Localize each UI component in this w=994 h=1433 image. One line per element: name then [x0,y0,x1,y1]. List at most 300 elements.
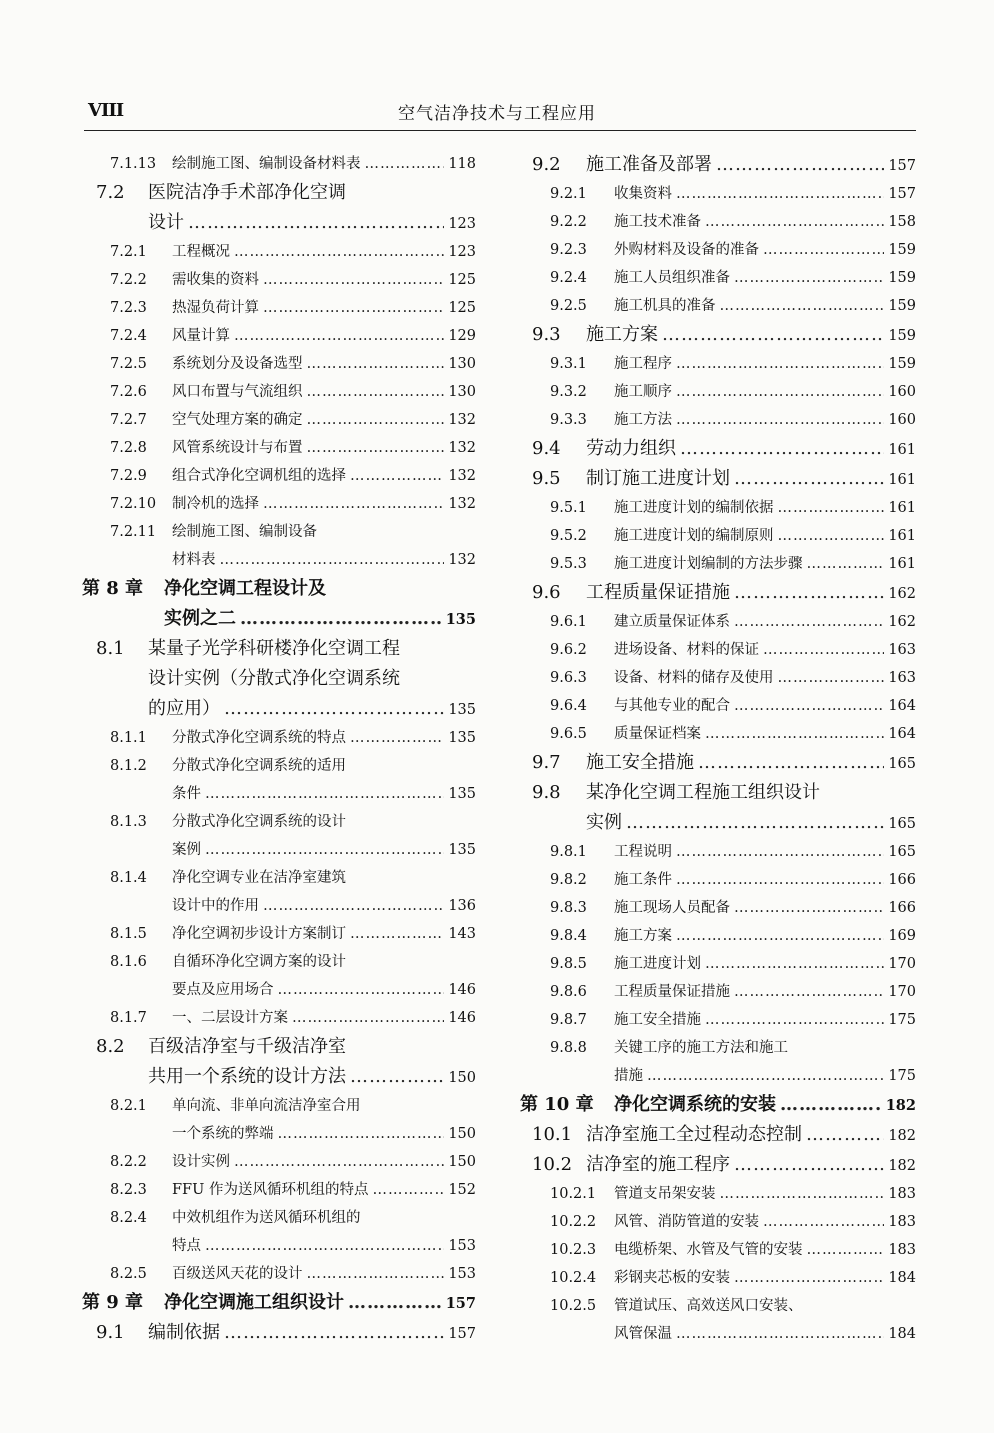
toc-subsection-entry [82,1120,476,1148]
toc-entry-number: 7.2.6 [110,384,147,400]
toc-subsection-entry [82,238,476,266]
toc-page-number: 159 [888,356,916,372]
toc-entry-number: 9.6 [532,582,561,603]
toc-leader-dots [662,320,884,350]
toc-entry-number: 9.2.3 [550,242,587,258]
toc-entry-title: 施工安全措施 [614,1012,701,1028]
toc-leader-dots [676,838,884,866]
toc-page-number: 135 [448,842,476,858]
toc-entry-number: 10.2.4 [550,1270,597,1286]
toc-subsection-entry [82,518,476,546]
toc-entry-title: 风量计算 [172,328,230,344]
toc-entry-title: 与其他专业的配合 [614,698,730,714]
toc-leader-dots [807,550,885,578]
toc-entry-title: 单向流、非单向流洁净室合用 [172,1098,361,1114]
toc-leader-dots [224,1318,444,1348]
toc-page-number: 162 [888,614,916,630]
toc-entry-title: 收集资料 [614,186,672,202]
toc-entry-title: 净化空调初步设计方案制订 [172,926,346,942]
toc-leader-dots [350,724,444,752]
toc-subsection-entry [82,378,476,406]
toc-entry-number: 10.2.3 [550,1242,597,1258]
toc-entry-number: 9.6.3 [550,670,587,686]
toc-entry-title: 系统划分及设备选型 [172,356,303,372]
toc-subsection-entry [82,864,476,892]
toc-leader-dots [705,1006,884,1034]
toc-entry-number: 7.2 [96,182,125,203]
toc-page-number: 170 [888,956,916,972]
toc-entry-title: 设备、材料的储存及使用 [614,670,774,686]
toc-leader-dots [307,350,445,378]
toc-entry-number: 9.8.8 [550,1040,587,1056]
toc-page-number: 143 [448,926,476,942]
toc-chapter-entry [520,1090,916,1120]
toc-subsection-entry [520,950,916,978]
toc-entry-number: 8.1.6 [110,954,147,970]
toc-chapter-entry [82,574,476,604]
toc-entry-number: 8.1.1 [110,730,147,746]
toc-leader-dots [234,1148,444,1176]
toc-leader-dots [348,1288,442,1318]
toc-page-number: 130 [448,356,476,372]
toc-leader-dots [705,208,884,236]
toc-entry-number: 9.8.3 [550,900,587,916]
toc-entry-title: 设计 [148,212,184,233]
toc-entry-number: 8.1.7 [110,1010,147,1026]
toc-leader-dots [780,1090,882,1120]
toc-section-entry [82,1062,476,1092]
toc-entry-title: 施工进度计划的编制原则 [614,528,774,544]
toc-page-number: 183 [888,1242,916,1258]
toc-leader-dots [205,1232,444,1260]
toc-leader-dots [263,490,444,518]
toc-entry-title: 建立质量保证体系 [614,614,730,630]
toc-subsection-entry [520,664,916,692]
toc-entry-title: 洁净室施工全过程动态控制 [586,1124,802,1145]
toc-subsection-entry [520,292,916,320]
toc-entry-number: 9.5.1 [550,500,587,516]
toc-entry-title: 某净化空调工程施工组织设计 [586,782,820,803]
toc-entry-number: 9.6.2 [550,642,587,658]
toc-subsection-entry [520,350,916,378]
toc-subsection-entry [520,720,916,748]
toc-subsection-entry [82,892,476,920]
toc-entry-title: 案例 [172,842,201,858]
toc-subsection-entry [520,264,916,292]
toc-entry-title: 中效机组作为送风循环机组的 [172,1210,361,1226]
toc-section-entry [82,1318,476,1348]
toc-entry-title: 实例 [586,812,622,833]
toc-subsection-entry [520,208,916,236]
toc-subsection-entry [82,1148,476,1176]
toc-entry-number: 8.1.4 [110,870,147,886]
toc-entry-number: 9.6.1 [550,614,587,630]
toc-entry-title: 劳动力组织 [586,438,676,459]
toc-subsection-entry [82,1004,476,1032]
toc-entry-title: 需收集的资料 [172,272,259,288]
toc-subsection-entry [520,494,916,522]
toc-subsection-entry [82,350,476,378]
toc-entry-title: 百级送风天花的设计 [172,1266,303,1282]
toc-subsection-entry [520,522,916,550]
toc-entry-number: 7.2.9 [110,468,147,484]
toc-subsection-entry [520,550,916,578]
toc-page-number: 123 [448,216,476,232]
toc-leader-dots [720,292,885,320]
toc-page-number: 175 [888,1068,916,1084]
toc-page-number: 159 [888,270,916,286]
toc-leader-dots [806,1120,884,1150]
toc-entry-title: 净化空调工程设计及 [164,578,326,599]
toc-entry-title: 要点及应用场合 [172,982,274,998]
toc-page-number: 159 [888,328,916,344]
toc-entry-title: 关键工序的施工方法和施工 [614,1040,788,1056]
toc-leader-dots [676,866,884,894]
toc-leader-dots [220,546,445,574]
toc-section-entry [82,208,476,238]
toc-subsection-entry [82,434,476,462]
toc-leader-dots [365,150,445,178]
toc-entry-title: 医院洁净手术部净化空调 [148,182,346,203]
toc-page-number: 182 [888,1158,916,1174]
toc-entry-number: 9.8.1 [550,844,587,860]
toc-entry-title: 条件 [172,786,201,802]
toc-page-number: 146 [448,1010,476,1026]
toc-page-number: 130 [448,384,476,400]
toc-entry-title: 施工技术准备 [614,214,701,230]
toc-subsection-entry [520,406,916,434]
toc-leader-dots [372,1176,444,1204]
toc-entry-number: 7.2.3 [110,300,147,316]
toc-subsection-entry [520,1292,916,1320]
toc-subsection-entry [520,866,916,894]
toc-entry-title: 管道试压、高效送风口安装、 [614,1298,803,1314]
toc-subsection-entry [520,180,916,208]
toc-entry-title: 绘制施工图、编制设备 [172,524,317,540]
toc-entry-number: 9.1 [96,1322,125,1343]
toc-subsection-entry [520,1062,916,1090]
toc-entry-title: 工程质量保证措施 [586,582,730,603]
toc-entry-number: 9.3.2 [550,384,587,400]
toc-page-number: 150 [448,1154,476,1170]
toc-leader-dots [263,294,444,322]
toc-leader-dots [676,922,884,950]
toc-entry-number: 第 10 章 [520,1094,594,1115]
toc-entry-number: 9.5 [532,468,561,489]
toc-entry-number: 9.5.3 [550,556,587,572]
toc-page-number: 135 [445,611,476,628]
toc-entry-title: 管道支吊架安装 [614,1186,716,1202]
toc-entry-number: 9.2.2 [550,214,587,230]
toc-entry-title: 设计实例 [172,1154,230,1170]
toc-entry-title: FFU 作为送风循环机组的特点 [172,1182,369,1198]
toc-entry-number: 9.2.5 [550,298,587,314]
toc-entry-number: 8.2 [96,1036,125,1057]
toc-subsection-entry [520,692,916,720]
toc-section-entry [82,1032,476,1062]
toc-subsection-entry [82,724,476,752]
toc-subsection-entry [82,546,476,574]
toc-page-number: 146 [448,982,476,998]
toc-subsection-entry [82,1176,476,1204]
toc-entry-number: 7.2.10 [110,496,157,512]
toc-right-column [520,150,916,1348]
toc-entry-title: 洁净室的施工程序 [586,1154,730,1175]
toc-leader-dots [350,920,444,948]
toc-leader-dots [734,464,884,494]
toc-leader-dots [234,238,444,266]
toc-subsection-entry [82,406,476,434]
toc-entry-number: 8.2.2 [110,1154,147,1170]
toc-page-number: 159 [888,298,916,314]
toc-leader-dots [720,1180,885,1208]
toc-subsection-entry [82,976,476,1004]
toc-page-number: 157 [888,186,916,202]
toc-entry-number: 8.1.5 [110,926,147,942]
toc-entry-number: 8.2.5 [110,1266,147,1282]
toc-entry-number: 9.6.5 [550,726,587,742]
toc-leader-dots [705,720,884,748]
toc-entry-title: 绘制施工图、编制设备材料表 [172,156,361,172]
toc-page-number: 135 [448,786,476,802]
running-header-title: 空气洁净技术与工程应用 [398,104,596,124]
toc-entry-number: 9.2.4 [550,270,587,286]
toc-entry-title: 特点 [172,1238,201,1254]
toc-page-number: 161 [888,500,916,516]
toc-subsection-entry [520,922,916,950]
toc-entry-number: 7.2.7 [110,412,147,428]
toc-entry-title: 施工方法 [614,412,672,428]
toc-entry-title: 自循环净化空调方案的设计 [172,954,346,970]
toc-entry-number: 10.2.1 [550,1186,597,1202]
toc-entry-title: 某量子光学科研楼净化空调工程 [148,638,400,659]
toc-chapter-entry [82,1288,476,1318]
toc-entry-number: 9.3 [532,324,561,345]
toc-entry-title: 百级洁净室与千级洁净室 [148,1036,346,1057]
toc-page-number: 162 [888,586,916,602]
toc-entry-title: 分散式净化空调系统的特点 [172,730,346,746]
toc-page-number: 153 [448,1266,476,1282]
toc-leader-dots [680,434,884,464]
toc-entry-title: 风管、消防管道的安装 [614,1214,759,1230]
toc-page-number: 125 [448,300,476,316]
toc-leader-dots [647,1062,884,1090]
toc-subsection-entry [520,608,916,636]
toc-subsection-entry [82,150,476,178]
toc-entry-title: 净化空调系统的安装 [614,1094,776,1115]
toc-subsection-entry [520,1006,916,1034]
toc-leader-dots [205,780,444,808]
toc-leader-dots [734,608,884,636]
toc-subsection-entry [82,462,476,490]
toc-entry-title: 施工准备及部署 [586,154,712,175]
toc-subsection-entry [520,978,916,1006]
toc-entry-title: 材料表 [172,552,216,568]
toc-entry-number: 9.8.7 [550,1012,587,1028]
toc-leader-dots [716,150,884,180]
toc-entry-number: 8.1 [96,638,125,659]
toc-entry-number: 9.8.2 [550,872,587,888]
toc-entry-number: 10.2.5 [550,1298,597,1314]
toc-subsection-entry [520,378,916,406]
toc-entry-title: 施工方案 [614,928,672,944]
toc-entry-number: 9.8.5 [550,956,587,972]
toc-entry-number: 9.6.4 [550,698,587,714]
toc-entry-number: 8.1.2 [110,758,147,774]
toc-subsection-entry [520,1208,916,1236]
toc-page-number: 136 [448,898,476,914]
toc-leader-dots [292,1004,444,1032]
toc-entry-number: 7.2.5 [110,356,147,372]
toc-section-entry [82,664,476,694]
toc-subsection-entry [82,1232,476,1260]
toc-subsection-entry [520,838,916,866]
toc-page-number: 169 [888,928,916,944]
toc-subsection-entry [82,322,476,350]
toc-entry-title: 彩钢夹芯板的安装 [614,1270,730,1286]
toc-subsection-entry [520,1236,916,1264]
toc-page-number: 160 [888,412,916,428]
toc-section-entry [520,1150,916,1180]
toc-entry-title: 施工进度计划 [614,956,701,972]
toc-subsection-entry [82,266,476,294]
toc-entry-title: 施工顺序 [614,384,672,400]
toc-entry-title: 制订施工进度计划 [586,468,730,489]
toc-page-number: 123 [448,244,476,260]
toc-section-entry [520,434,916,464]
toc-entry-number: 8.2.4 [110,1210,147,1226]
toc-leader-dots [734,978,884,1006]
toc-entry-title: 施工现场人员配备 [614,900,730,916]
toc-page-number: 132 [448,440,476,456]
toc-section-entry [520,748,916,778]
toc-entry-number: 7.2.1 [110,244,147,260]
toc-leader-dots [778,664,885,692]
toc-page-number: 165 [888,844,916,860]
toc-entry-title: 施工条件 [614,872,672,888]
toc-page-number: 182 [888,1128,916,1144]
toc-entry-title: 一、二层设计方案 [172,1010,288,1026]
toc-section-entry [82,694,476,724]
toc-entry-title: 制冷机的选择 [172,496,259,512]
toc-entry-title: 工程质量保证措施 [614,984,730,1000]
toc-page-number: 164 [888,726,916,742]
toc-leader-dots [307,434,445,462]
toc-leader-dots [676,406,884,434]
toc-leader-dots [763,1208,884,1236]
toc-page-number: 166 [888,900,916,916]
toc-entry-number: 9.2 [532,154,561,175]
toc-entry-number: 10.1 [532,1124,573,1145]
toc-page-number: 163 [888,642,916,658]
toc-section-entry [520,1120,916,1150]
toc-leader-dots [676,1320,884,1348]
toc-entry-title: 进场设备、材料的保证 [614,642,759,658]
toc-page-number: 157 [888,158,916,174]
toc-page-number: 161 [888,442,916,458]
toc-page-number: 166 [888,872,916,888]
toc-entry-title: 措施 [614,1068,643,1084]
toc-entry-number: 第 9 章 [82,1292,144,1313]
toc-page-number: 152 [448,1182,476,1198]
toc-leader-dots [734,894,884,922]
toc-entry-title: 分散式净化空调系统的设计 [172,814,346,830]
toc-subsection-entry [82,780,476,808]
toc-subsection-entry [82,836,476,864]
toc-section-entry [520,150,916,180]
toc-page-number: 158 [888,214,916,230]
toc-entry-title: 施工方案 [586,324,658,345]
toc-entry-number: 7.1.13 [110,156,157,172]
toc-page-number: 157 [445,1295,476,1312]
toc-leader-dots [734,264,884,292]
toc-subsection-entry [82,1092,476,1120]
toc-entry-title: 一个系统的弊端 [172,1126,274,1142]
toc-section-entry [520,320,916,350]
toc-entry-title: 的应用） [148,698,220,719]
toc-entry-title: 空气处理方案的确定 [172,412,303,428]
page-number-label: VIII [88,100,124,121]
toc-page-number: 161 [888,472,916,488]
toc-subsection-entry [82,808,476,836]
toc-page-number: 170 [888,984,916,1000]
toc-page-number: 157 [448,1326,476,1342]
toc-leader-dots [778,522,885,550]
toc-subsection-entry [520,1180,916,1208]
toc-entry-title: 外购材料及设备的准备 [614,242,759,258]
toc-page-number: 182 [885,1097,916,1114]
toc-leader-dots [734,692,884,720]
toc-subsection-entry [520,1264,916,1292]
toc-leader-dots [734,1264,884,1292]
toc-leader-dots [278,976,445,1004]
toc-entry-title: 工程说明 [614,844,672,860]
toc-entry-title: 净化空调专业在洁净室建筑 [172,870,346,886]
toc-page-number: 184 [888,1326,916,1342]
toc-entry-title: 施工进度计划编制的方法步骤 [614,556,803,572]
toc-leader-dots [734,578,884,608]
toc-entry-title: 组合式净化空调机组的选择 [172,468,346,484]
toc-page-number: 132 [448,552,476,568]
toc-subsection-entry [82,752,476,780]
toc-entry-number: 8.2.3 [110,1182,147,1198]
toc-entry-title: 施工程序 [614,356,672,372]
toc-section-entry [520,778,916,808]
toc-leader-dots [676,350,884,378]
toc-page-number: 150 [448,1070,476,1086]
toc-leader-dots [307,1260,445,1288]
toc-page-number: 135 [448,702,476,718]
toc-subsection-entry [520,1034,916,1062]
toc-leader-dots [205,836,444,864]
toc-subsection-entry [520,1320,916,1348]
toc-page-number: 159 [888,242,916,258]
toc-page-number: 132 [448,412,476,428]
toc-subsection-entry [82,294,476,322]
toc-entry-title: 施工安全措施 [586,752,694,773]
toc-page-number: 161 [888,556,916,572]
toc-entry-title: 质量保证档案 [614,726,701,742]
toc-leader-dots [807,1236,885,1264]
toc-entry-number: 9.3.3 [550,412,587,428]
toc-leader-dots [778,494,885,522]
toc-leader-dots [350,462,444,490]
toc-leader-dots [263,266,444,294]
toc-entry-title: 设计实例（分散式净化空调系统 [148,668,400,689]
toc-leader-dots [676,378,884,406]
toc-subsection-entry [82,948,476,976]
toc-leader-dots [234,322,444,350]
